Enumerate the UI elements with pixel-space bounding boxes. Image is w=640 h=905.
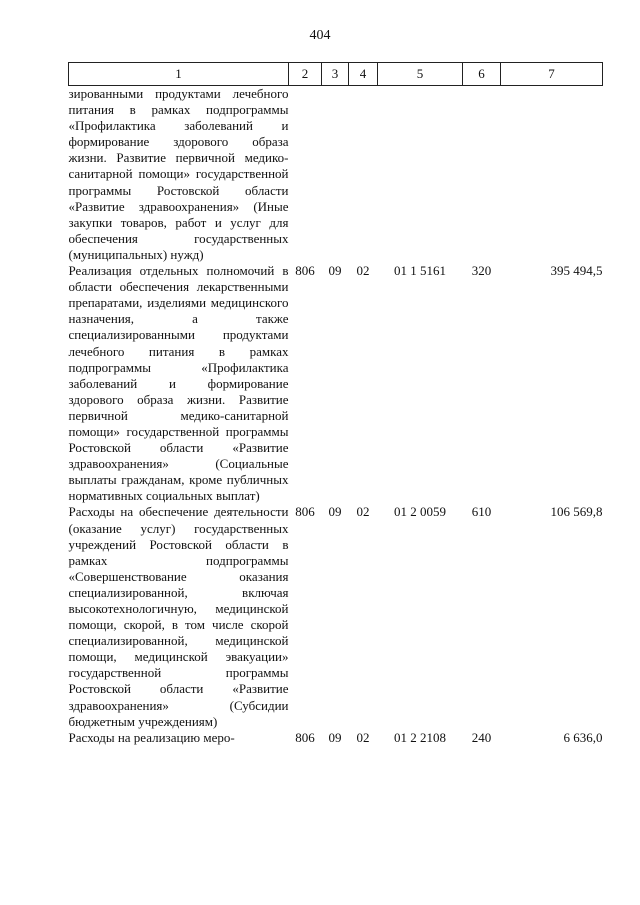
column-header: 5 — [378, 63, 463, 86]
row-ministry-code: 806 — [295, 729, 315, 745]
row-description: Расходы на реализацию меро- — [68, 729, 235, 745]
row-ministry-code — [289, 86, 322, 264]
column-header: 7 — [501, 63, 603, 86]
row-subsection-code: 02 — [356, 263, 370, 279]
row-ministry-code: 806 — [295, 504, 315, 520]
row-description: Расходы на обеспечение деятельности (оказание услуг) государственных учреждений Ростовской области в рамках подпрограммы «Совершенствование оказания специализированной, включая высокотехнологичную, медицинской помощи, скорой, в том числе скорой специализированной, медицинской помощи, медицинской эвакуации» государственной программы Ростовской области «Развитие здравоохранения» (Субсидии бюджетным учреждениям) — [68, 504, 289, 729]
budget-table — [68, 62, 603, 746]
row-amount — [501, 86, 603, 264]
row-subsection-code: 02 — [356, 504, 370, 520]
row-target-code — [378, 86, 463, 264]
column-header: 4 — [349, 63, 378, 86]
table-header-row — [69, 63, 603, 86]
table-row — [69, 263, 603, 504]
row-subsection-code — [349, 86, 378, 264]
row-target-code: 01 2 0059 — [394, 504, 446, 520]
row-subsection-code: 02 — [356, 729, 370, 745]
column-header: 6 — [463, 63, 501, 86]
row-section-code — [322, 86, 349, 264]
column-header: 3 — [322, 63, 349, 86]
column-header: 1 — [69, 63, 289, 86]
table-row — [69, 86, 603, 264]
table-row — [69, 730, 603, 746]
row-expense-type: 320 — [471, 263, 492, 279]
row-ministry-code: 806 — [295, 263, 315, 279]
row-target-code: 01 2 2108 — [394, 729, 446, 745]
row-amount: 6 636,0 — [563, 729, 603, 745]
row-section-code: 09 — [328, 263, 342, 279]
row-description: зированными продуктами лечебного питания в рамках подпрограммы «Профилактика заболеваний и формирование здорового образа жизни. Развитие первичной медико-санитарной помощи» государственной программы Ростовской области «Развитие здравоохранения» (Иные закупки товаров, работ и услуг для обеспечения государственных (муниципальных) нужд) — [68, 86, 289, 262]
row-description: Реализация отдельных полномочий в области обеспечения лекарственными препаратами, изделиями медицинского назначения, а также специализированными продуктами лечебного питания в рамках подпрограммы «Профилактика заболеваний и формирование здорового образа жизни. Развитие первичной медико-санитарной помощи» государственной программы Ростовской области «Развитие здравоохранения» (Социальные выплаты гражданам, кроме публичных нормативных социальных выплат) — [68, 263, 289, 504]
row-section-code: 09 — [328, 729, 342, 745]
row-expense-type: 610 — [471, 504, 492, 520]
row-section-code: 09 — [328, 504, 342, 520]
row-expense-type — [463, 86, 501, 264]
page-number: 404 — [309, 28, 331, 43]
row-amount: 106 569,8 — [550, 504, 603, 520]
row-expense-type: 240 — [471, 729, 492, 745]
row-amount: 395 494,5 — [550, 263, 603, 279]
row-target-code: 01 1 5161 — [394, 263, 446, 279]
table-row — [69, 504, 603, 729]
column-header: 2 — [289, 63, 322, 86]
